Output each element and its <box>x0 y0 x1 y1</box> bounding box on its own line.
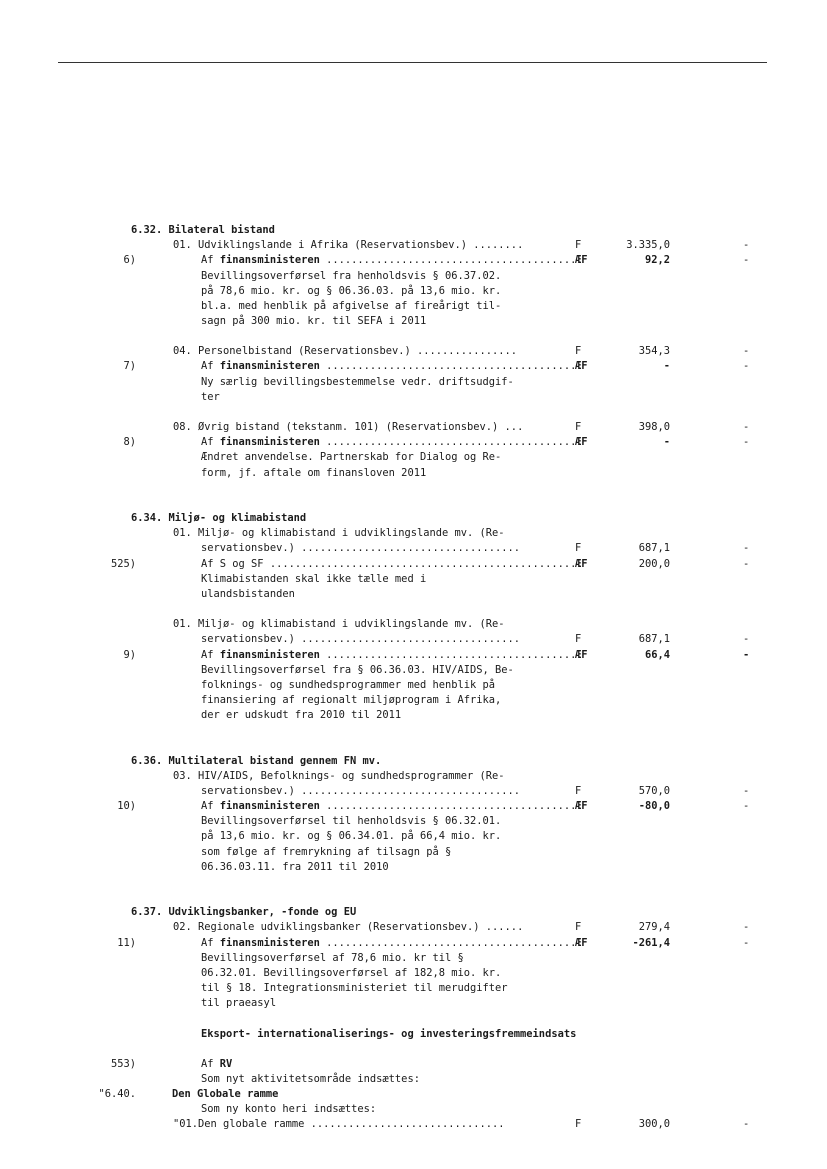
proposer-name: finansministeren <box>219 254 320 267</box>
amount-dash: - <box>743 542 750 555</box>
document-line <box>0 557 827 572</box>
amount: 354,3 <box>638 345 670 358</box>
amount: -80,0 <box>638 800 670 813</box>
document-line <box>0 632 827 647</box>
body-text: der er udskudt fra 2010 til 2011 <box>201 709 402 722</box>
document-line <box>0 1087 827 1102</box>
amendment-proposer <box>201 799 581 814</box>
body-text: 06.32.01. Bevillingsoverførsel af 182,8 mio. kr. <box>201 966 502 979</box>
document-line <box>0 284 827 299</box>
account-code: F <box>575 542 582 555</box>
document-line <box>0 936 827 951</box>
body-text: til praeasyl <box>201 997 277 1010</box>
proposer-prefix: Af S og SF <box>201 557 264 570</box>
proposer-name: finansministeren <box>219 648 320 661</box>
document-line <box>0 860 827 875</box>
note-number: 11) <box>117 936 136 949</box>
amount-dash: - <box>743 633 750 646</box>
document-line <box>0 450 827 465</box>
document-line <box>0 390 827 405</box>
body-text: bl.a. med henblik på afgivelse af fireårigt til- <box>201 299 502 312</box>
note-number: 525) <box>110 557 136 570</box>
document-line <box>0 754 827 769</box>
document-line <box>0 420 827 435</box>
amount-dash: - <box>743 345 750 358</box>
section-heading: 6.32. Bilateral bistand <box>131 224 275 236</box>
document-line <box>0 481 827 496</box>
document-line <box>0 1057 827 1072</box>
body-text: 06.36.03.11. fra 2011 til 2010 <box>201 860 389 873</box>
amendment-proposer <box>201 936 581 951</box>
account-code: F <box>575 1118 582 1131</box>
account-code: ÆF <box>575 936 588 949</box>
document-line <box>0 966 827 981</box>
document-line <box>0 799 827 814</box>
document-line <box>0 435 827 450</box>
body-text: Bevillingsoverførsel af 78,6 mio. kr til § <box>201 951 464 964</box>
account-line: 04. Personelbistand (Reservationsbev.) ................ <box>173 345 518 358</box>
note-number: 8) <box>123 436 136 449</box>
proposer-prefix: Af <box>201 648 220 661</box>
document-line <box>0 996 827 1011</box>
document-line <box>0 1117 827 1132</box>
document-line <box>0 1027 827 1042</box>
body-text: form, jf. aftale om finansloven 2011 <box>201 466 427 479</box>
body-text: sagn på 300 mio. kr. til SEFA i 2011 <box>201 315 427 327</box>
account-line: 08. Øvrig bistand (tekstanm. 101) (Reservationsbev.) ... <box>173 421 524 434</box>
body-text: servationsbev.) ................................... <box>201 633 521 646</box>
document-line <box>0 541 827 556</box>
amount: 279,4 <box>638 921 670 934</box>
note-number: 9) <box>123 648 136 661</box>
document-line <box>0 314 827 329</box>
amount-dash: - <box>743 784 750 797</box>
account-code: F <box>575 345 582 358</box>
account-code: ÆF <box>575 436 588 449</box>
amount: 3.335,0 <box>626 239 670 252</box>
document-line <box>0 466 827 481</box>
amount-dash: - <box>743 239 750 252</box>
account-code: ÆF <box>575 254 588 267</box>
subheading: Eksport- internationaliserings- og investeringsfremmeindsats <box>201 1027 577 1040</box>
account-code: ÆF <box>575 557 588 570</box>
account-code: ÆF <box>575 800 588 813</box>
header-rule <box>58 62 767 63</box>
amount-dash: - <box>743 421 750 434</box>
body-text: Som nyt aktivitetsområde indsættes: <box>201 1073 420 1085</box>
document-line <box>0 708 827 723</box>
account-code: ÆF <box>575 648 588 661</box>
amount-dash: - <box>743 921 750 934</box>
amount: - <box>663 436 670 449</box>
document-line <box>0 299 827 314</box>
document-line <box>0 359 827 374</box>
document-line <box>0 223 827 238</box>
amount-dash: - <box>743 648 750 661</box>
note-number: 553) <box>110 1057 136 1070</box>
account-code: F <box>575 921 582 934</box>
document-line <box>0 511 827 526</box>
body-text: som følge af fremrykning af tilsagn på § <box>201 845 452 858</box>
amendment-proposer <box>201 435 581 450</box>
body-text: Ændret anvendelse. Partnerskab for Dialog og Re- <box>201 451 502 464</box>
amount-dash: - <box>743 936 750 949</box>
document-line <box>0 951 827 966</box>
document-line <box>0 738 827 753</box>
body-text: til § 18. Integrationsministeriet til merudgifter <box>201 982 508 994</box>
amount: 687,1 <box>638 633 670 646</box>
proposer-name: finansministeren <box>219 436 320 449</box>
body-text: Bevillingsoverførsel fra henholdsvis § 06.37.02. <box>201 269 502 282</box>
section-heading: Den Globale ramme <box>172 1088 279 1101</box>
amount-dash: - <box>743 1118 750 1131</box>
proposer-prefix: Af <box>201 800 220 813</box>
account-code: ÆF <box>575 360 588 373</box>
note-number: 7) <box>123 360 136 373</box>
account-code: F <box>575 421 582 434</box>
proposer-name: finansministeren <box>219 360 320 373</box>
body-text: servationsbev.) ................................... <box>201 784 521 797</box>
amount: 570,0 <box>638 784 670 797</box>
document-line <box>0 769 827 784</box>
document-line <box>0 829 827 844</box>
document-line <box>0 693 827 708</box>
body-text: Bevillingsoverførsel til henholdsvis § 06.32.01. <box>201 815 502 828</box>
document-line <box>0 1042 827 1057</box>
amount-dash: - <box>743 800 750 813</box>
section-heading: 6.34. Miljø- og klimabistand <box>131 512 307 524</box>
account-code: F <box>575 239 582 252</box>
document-line <box>0 663 827 678</box>
document-line <box>0 269 827 284</box>
amount: -261,4 <box>632 936 670 949</box>
account-line: 01. Miljø- og klimabistand i udviklingslande mv. (Re- <box>173 527 505 540</box>
amount-dash: - <box>743 436 750 449</box>
document-line <box>0 784 827 799</box>
document-line <box>0 238 827 253</box>
document-line <box>0 253 827 268</box>
proposer-prefix: Af <box>201 436 220 449</box>
body-text: folknings- og sundhedsprogrammer med henblik på <box>201 678 496 691</box>
body-text: på 13,6 mio. kr. og § 06.34.01. på 66,4 mio. kr. <box>201 830 502 843</box>
document-line <box>0 905 827 920</box>
document-line <box>0 587 827 602</box>
document-line <box>0 344 827 359</box>
body-text: Ny særlig bevillingsbestemmelse vedr. driftsudgif- <box>201 375 514 388</box>
document-line <box>0 814 827 829</box>
amount: 92,2 <box>644 254 670 267</box>
section-heading: 6.36. Multilateral bistand gennem FN mv. <box>131 754 382 767</box>
document-line <box>0 526 827 541</box>
body-text: ulandsbistanden <box>201 587 295 600</box>
account-line: 02. Regionale udviklingsbanker (Reservationsbev.) ...... <box>173 921 524 934</box>
amendment-proposer <box>201 359 581 374</box>
amount: 300,0 <box>638 1118 670 1131</box>
note-number: 10) <box>117 800 136 813</box>
account-line: "01.Den globale ramme ............................... <box>173 1118 505 1131</box>
account-line: 01. Miljø- og klimabistand i udviklingslande mv. (Re- <box>173 618 505 631</box>
document-line <box>0 1072 827 1087</box>
document-line <box>0 981 827 996</box>
body-text: finansiering af regionalt miljøprogram i Afrika, <box>201 694 502 706</box>
proposer-name: RV <box>219 1057 233 1070</box>
amendment-proposer <box>201 648 581 663</box>
body-text: Klimabistanden skal ikke tælle med i <box>201 572 427 585</box>
document-line <box>0 1011 827 1026</box>
document-line <box>0 496 827 511</box>
document-line <box>0 375 827 390</box>
amount-dash: - <box>743 254 750 267</box>
body-text: på 78,6 mio. kr. og § 06.36.03. på 13,6 mio. kr. <box>201 284 502 297</box>
body-text: servationsbev.) ................................... <box>201 542 521 555</box>
document-line <box>0 845 827 860</box>
amount: - <box>663 360 670 373</box>
document-line <box>0 602 827 617</box>
proposer-name: finansministeren <box>219 800 320 813</box>
document-line <box>0 1102 827 1117</box>
section-heading: 6.37. Udviklingsbanker, -fonde og EU <box>131 906 357 919</box>
amount-dash: - <box>743 557 750 570</box>
document-line <box>0 890 827 905</box>
amount: 66,4 <box>644 648 670 661</box>
account-code: F <box>575 784 582 797</box>
body-text: ter <box>201 390 220 403</box>
note-number: 6) <box>123 254 136 267</box>
document-line <box>0 572 827 587</box>
amount: 687,1 <box>638 542 670 555</box>
proposer-prefix: Af <box>201 254 220 267</box>
document-line <box>0 405 827 420</box>
body-text: Som ny konto heri indsættes: <box>201 1103 377 1116</box>
document-line <box>0 875 827 890</box>
account-code: F <box>575 633 582 646</box>
account-line: 01. Udviklingslande i Afrika (Reservationsbev.) ........ <box>173 239 524 252</box>
document-line <box>0 648 827 663</box>
amendment-proposer <box>201 253 581 268</box>
amount-dash: - <box>743 360 750 373</box>
proposer-name: finansministeren <box>219 936 320 949</box>
document-line <box>0 329 827 344</box>
note-number: "6.40. <box>98 1088 136 1101</box>
proposer-prefix: Af <box>201 360 220 373</box>
document-line <box>0 723 827 738</box>
amount: 200,0 <box>638 557 670 570</box>
amendment-proposer <box>201 557 581 572</box>
amount: 398,0 <box>638 421 670 434</box>
account-line: 03. HIV/AIDS, Befolknings- og sundhedsprogrammer (Re- <box>173 769 505 782</box>
proposer-line <box>201 1057 232 1072</box>
document-line <box>0 617 827 632</box>
document-line <box>0 920 827 935</box>
proposer-prefix: Af <box>201 936 220 949</box>
proposer-prefix: Af <box>201 1057 220 1070</box>
body-text: Bevillingsoverførsel fra § 06.36.03. HIV/AIDS, Be- <box>201 663 514 676</box>
document-line <box>0 678 827 693</box>
